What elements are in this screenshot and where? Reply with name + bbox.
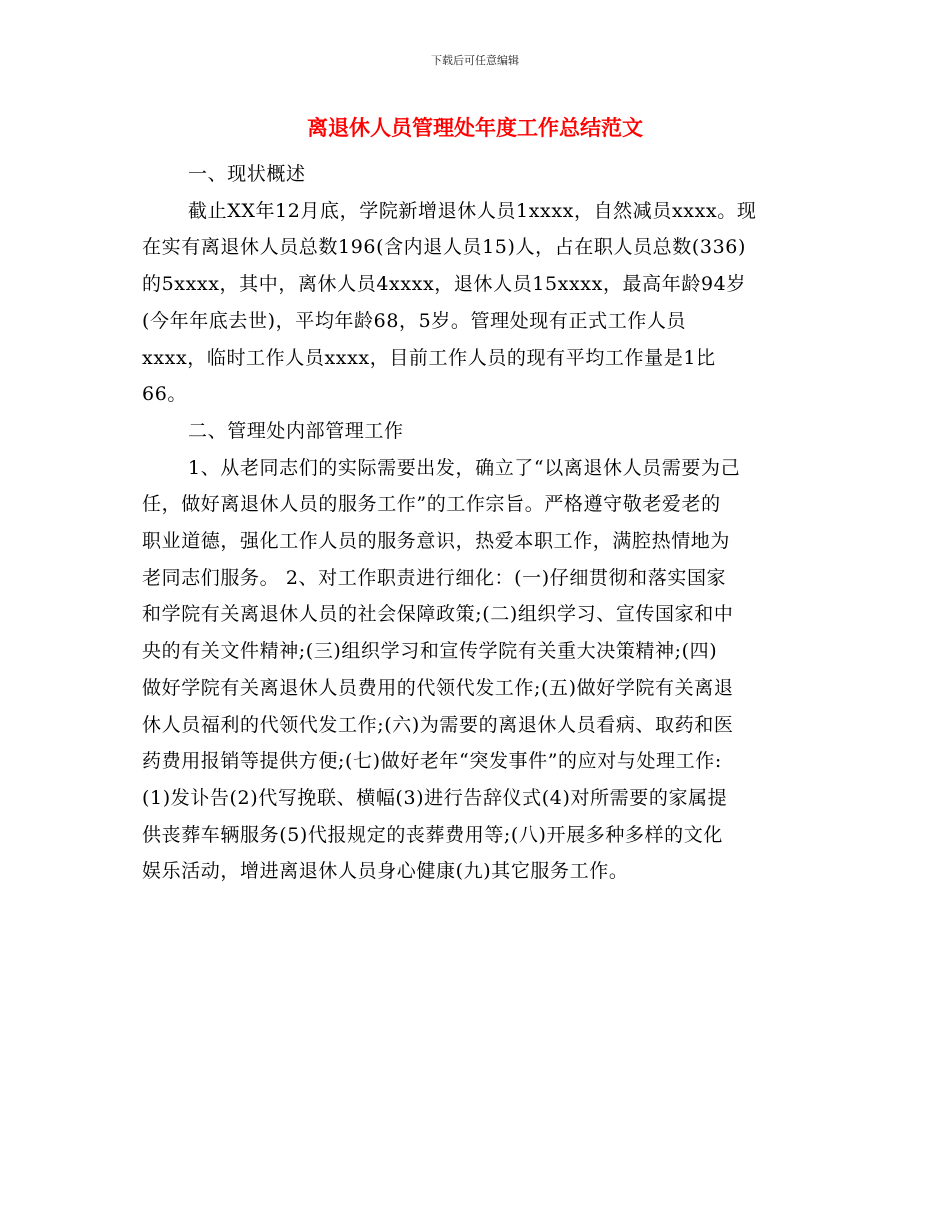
paragraph-line: 在实有离退休人员总数196(含内退人员15)人，占在职人员总数(336) (142, 236, 746, 259)
section-paragraph (142, 450, 814, 890)
paragraph-line: 娱乐活动，增进离退休人员身心健康(九)其它服务工作。 (142, 860, 629, 883)
paragraph-line: 休人员福利的代领代发工作;(六)为需要的离退休人员看病、取药和医 (142, 713, 734, 736)
paragraph-line: 做好学院有关离退休人员费用的代领代发工作;(五)做好学院有关离退 (142, 676, 734, 699)
section-heading: 一、现状概述 (188, 163, 306, 185)
paragraph-line: 央的有关文件精神;(三)组织学习和宣传学院有关重大决策精神;(四) (142, 640, 718, 663)
paragraph-line: (1)发讣告(2)代写挽联、横幅(3)进行告辞仪式(4)对所需要的家属提 (142, 786, 728, 809)
paragraph-line: 职业道德，强化工作人员的服务意识，热爱本职工作，满腔热情地为 (142, 530, 731, 553)
paragraph-line: 老同志们服务。 2、对工作职责进行细化：(一)仔细贯彻和落实国家 (142, 566, 727, 589)
document-title: 离退休人员管理处年度工作总结范文 (307, 115, 643, 140)
paragraph-line: 和学院有关离退休人员的社会保障政策;(二)组织学习、宣传国家和中 (142, 603, 734, 626)
paragraph-line: 的5xxxx，其中，离休人员4xxxx，退休人员15xxxx，最高年龄94岁 (142, 273, 746, 296)
paragraph-line: 截止XX年12月底，学院新增退休人员1xxxx，自然减员xxxx。现 (188, 199, 757, 222)
header-note: 下载后可任意编辑 (431, 54, 519, 67)
section-internal-management (142, 413, 814, 890)
paragraph-line: 任，做好离退休人员的服务工作”的工作宗旨。严格遵守敬老爱老的 (142, 493, 721, 516)
section-paragraph (142, 193, 814, 413)
paragraph-line: xxxx，临时工作人员xxxx，目前工作人员的现有平均工作量是1比 (142, 346, 716, 369)
document-body (142, 156, 814, 890)
paragraph-line: 1、从老同志们的实际需要出发，确立了“以离退休人员需要为己 (188, 456, 741, 479)
paragraph-line: 供丧葬车辆服务(5)代报规定的丧葬费用等;(八)开展多种多样的文化 (142, 823, 723, 846)
paragraph-line: (今年年底去世)，平均年龄68，5岁。管理处现有正式工作人员 (142, 309, 687, 332)
section-heading: 二、管理处内部管理工作 (188, 419, 404, 442)
section-status-overview (142, 156, 814, 413)
paragraph-line: 66。 (142, 383, 187, 406)
paragraph-line: 药费用报销等提供方便;(七)做好老年“突发事件”的应对与处理工作: (142, 750, 722, 773)
